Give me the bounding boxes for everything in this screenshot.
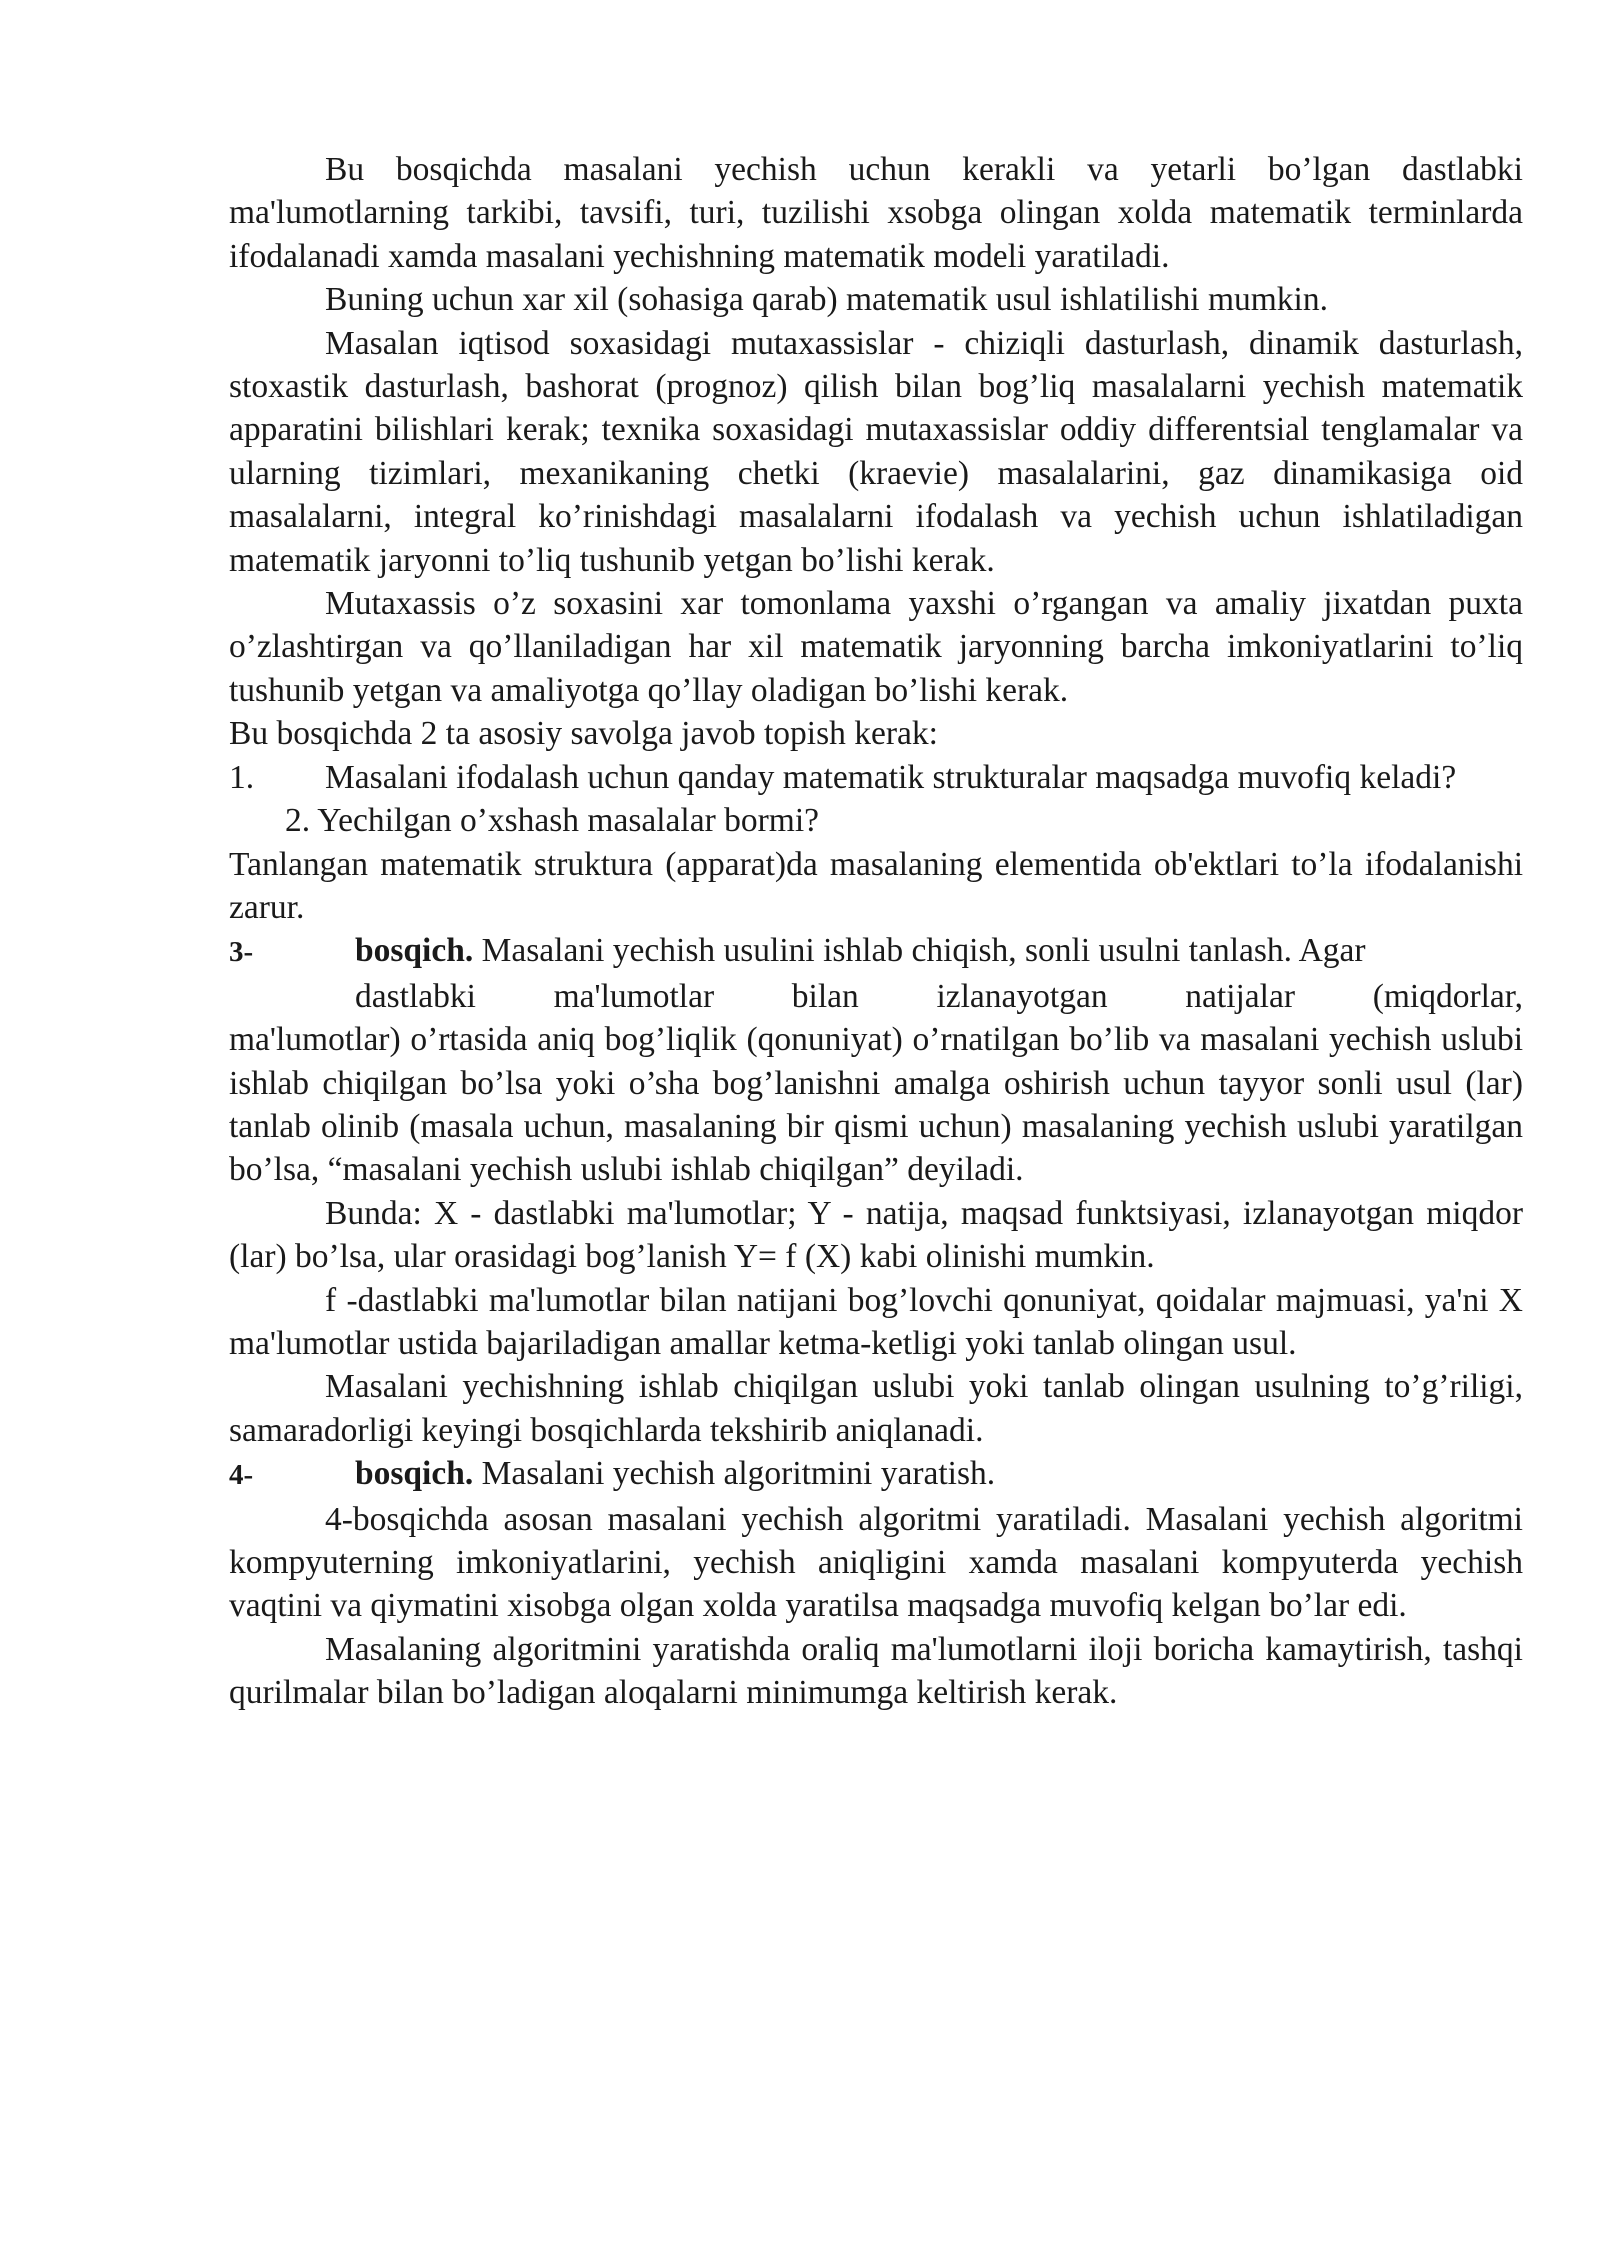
list-item-1 <box>229 756 1523 799</box>
paragraph-questions-intro: Bu bosqichda 2 ta asosiy savolga javob topish kerak: <box>229 715 938 753</box>
stage-4-title: bosqich. <box>355 1455 474 1493</box>
paragraph-notation: Bunda: X - dastlabki ma'lumotlar; Y - natija, maqsad funktsiyasi, izlanayotgan miqdor (lar) bo’lsa, ular orasidagi bog’lanish Y= f (X) kabi olinishi mumkin. <box>229 1194 1523 1276</box>
paragraph-verification: Masalani yechishning ishlab chiqilgan uslubi yoki tanlab olingan usulning to’g’riligi, samaradorligi keyingi bosqichlarda tekshirib aniqlanadi. <box>229 1368 1523 1449</box>
stage-4-section <box>229 1452 1523 1497</box>
stage-3-number: 3- <box>229 936 254 969</box>
paragraph-structure: Tanlangan matematik struktura (apparat)da masalaning elementida ob'ektlari to’la ifodalanishi zarur. <box>229 845 1523 926</box>
paragraph-specialist-skills: Mutaxassis o’z soxasini xar tomonlama yaxshi o’rgangan va amaliy jixatdan puxta o’zlashtirgan va qo’llaniladigan har xil matematik jaryonning barcha imkoniyatlarini to’liq tushunib yetgan va amaliyotga qo’llay oladigan bo’lishi kerak. <box>229 585 1523 709</box>
paragraph-data-description: Bu bosqichda masalani yechish uchun kerakli va yetarli bo’lgan dastlabki ma'lumotlarning tarkibi, tavsifi, turi, tuzilishi xsobga olingan xolda matematik terminlarda ifodalanadi xamda masalani yechishning matematik modeli yaratiladi. <box>229 151 1523 275</box>
list-item-2: 2. Yechilgan o’xshash masalalar bormi? <box>285 802 820 840</box>
list-item-1-text: Masalani ifodalash uchun qanday matematik strukturalar maqsadga muvofiq keladi? <box>325 758 1457 796</box>
paragraph-methods: Buning uchun xar xil (sohasiga qarab) matematik usul ishlatilishi mumkin. <box>325 281 1328 319</box>
stage-3-line1: Masalani yechish usulini ishlab chiqish, sonli usulni tanlash. Agar <box>473 932 1366 970</box>
paragraph-specialists: Masalan iqtisod soxasidagi mutaxassislar - chiziqli dasturlash, dinamik dasturlash, stoxastik dasturlash, bashorat (prognoz) qilish bilan bog’liq masalalarni yechish matematik apparatini bilishlari kerak; texnika soxasidagi mutaxassislar oddiy differentsial tenglamalar va ularning tizimlari, mexanikaning chetki (kraevie) masalalarini, gaz dinamikasiga oid masalalarni, integral ko’rinishdagi masalalarni ifodalash va yechish uchun ishlatiladigan matematik jaryonni to’liq tushunib yetgan bo’lishi kerak. <box>229 324 1523 579</box>
paragraph-algorithm-design: Masalaning algoritmini yaratishda oraliq ma'lumotlarni iloji boricha kamaytirish, tashqi qurilmalar bilan bo’ladigan aloqalarni minimumga keltirish kerak. <box>229 1630 1523 1712</box>
document-page <box>229 148 1523 1715</box>
stage-3-body: ma'lumotlar) o’rtasida aniq bog’liqlik (qonuniyat) o’rnatilgan bo’lib va masalani yechish uslubi ishlab chiqilgan bo’lsa yoki o’sha bog’lanishni amalga oshirish uchun tayyor sonli usul (lar) tanlab olinib (masala uchun, masalaning bir qismi uchun) masalaning yechish uslubi yaratilgan bo’lsa, “masalani yechish uslubi ishlab chiqilgan” deyiladi. <box>229 1021 1523 1189</box>
stage-3-section <box>229 929 1523 1191</box>
stage-4-number: 4- <box>229 1459 254 1492</box>
paragraph-algorithm: 4-bosqichda asosan masalani yechish algoritmi yaratiladi. Masalani yechish algoritmi kompyuterning imkoniyatlarini, yechish aniqligini xamda masalani kompyuterda yechish vaqtini va qiymatini xisobga olgan xolda yaratilsa maqsadga muvofiq kelgan bo’lar edi. <box>229 1500 1523 1625</box>
stage-3-title: bosqich. <box>355 932 474 970</box>
stage-4-text: Masalani yechish algoritmini yaratish. <box>473 1455 996 1493</box>
stage-3-line2: dastlabki ma'lumotlar bilan izlanayotgan natijalar (miqdorlar, <box>355 977 1523 1015</box>
paragraph-function-definition: f -dastlabki ma'lumotlar bilan natijani bog’lovchi qonuniyat, qoidalar majmuasi, ya'ni X ma'lumotlar ustida bajariladigan amallar ketma-ketligi yoki tanlab olingan usul. <box>229 1281 1523 1362</box>
list-item-1-number: 1. <box>229 758 255 796</box>
